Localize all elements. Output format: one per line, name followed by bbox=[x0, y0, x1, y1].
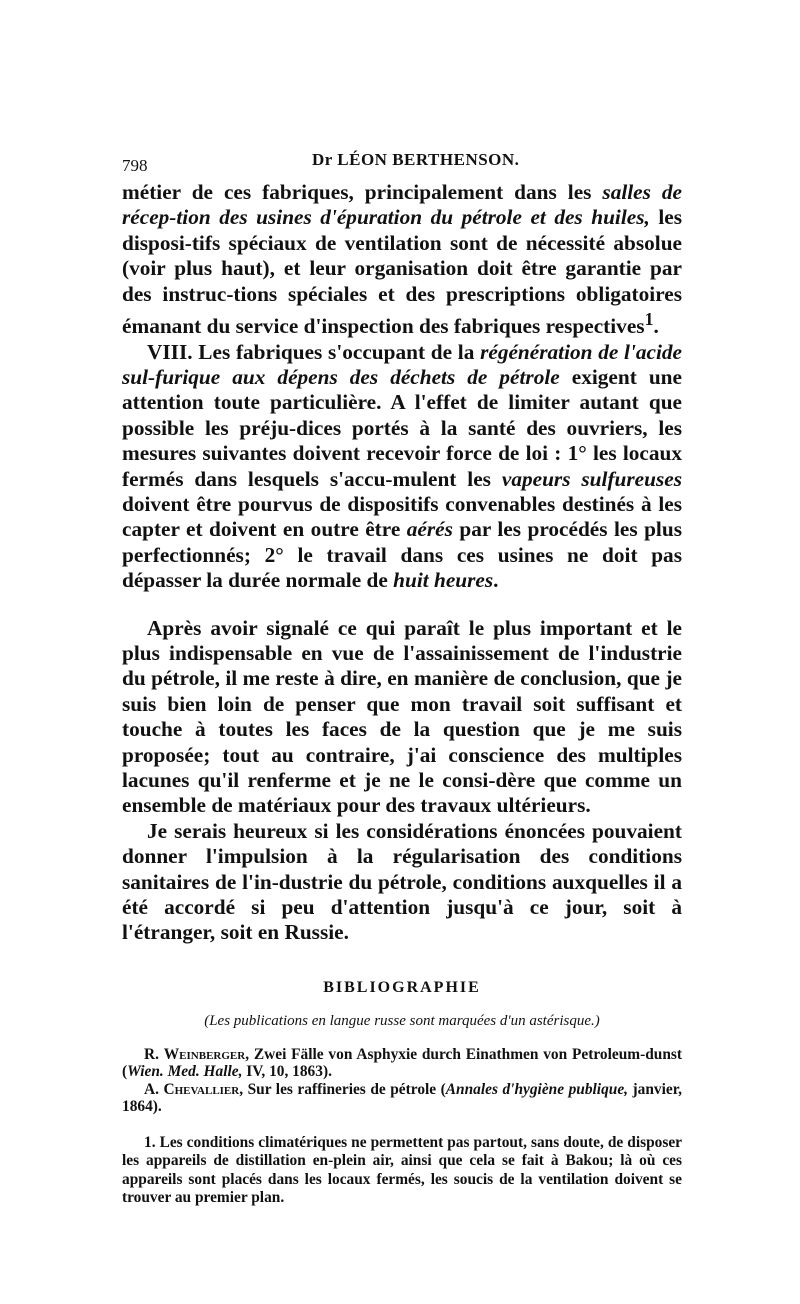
paragraph-1-emphasis: salles de récep-tion des usines d'épuration du pétrole et des huiles, bbox=[122, 180, 682, 230]
paragraph-2-emphasis-a: régénération de l'acide sul-furique aux dépens des déchets de pétrole bbox=[122, 339, 682, 389]
bib-entry-1-initial: R. bbox=[144, 1045, 164, 1063]
paragraph-2-emphasis-b: vapeurs sulfureuses bbox=[501, 466, 682, 491]
paragraph-1-text-b: les disposi-tifs spéciaux de ventilation sont de nécessité absolue (voir plus haut), et leur organisation doit être garantie par des instruc-tions spéciales et des prescriptions obligatoires émanant du service d'inspection des fabriques respectives bbox=[122, 205, 683, 339]
footnote bbox=[122, 1134, 682, 1208]
bibliography-entry-1 bbox=[122, 1046, 682, 1081]
running-head bbox=[122, 150, 682, 180]
bibliography-heading: BIBLIOGRAPHIE bbox=[323, 978, 481, 996]
paragraph-2-text-d: par les procédés les plus perfectionnés; 2° le travail dans ces usines ne doit pas dépasser la durée normale de bbox=[122, 517, 682, 593]
paragraph-2-emphasis-c: aérés bbox=[406, 517, 453, 542]
bibliography bbox=[122, 979, 682, 1116]
book-page bbox=[122, 150, 682, 1208]
bib-entry-2-initial: A. bbox=[144, 1080, 164, 1098]
bib-entry-2-author: Chevallier bbox=[163, 1080, 240, 1098]
bib-entry-2-text-a: , Sur les raffineries de pétrole ( bbox=[239, 1080, 446, 1098]
paragraph-1 bbox=[122, 180, 682, 340]
paragraph-4-text: Je serais heureux si les considérations énoncées pouvaient donner l'impulsion à la régularisation des conditions sanitaires de l'in-dustrie du pétrole, conditions auxquelles il a été accordé si peu d'attention jusqu'à ce jour, soit à l'étranger, soit en Russie. bbox=[122, 818, 682, 945]
paragraph-4 bbox=[122, 819, 682, 946]
bib-entry-2-text-b: janvier, 1864). bbox=[122, 1080, 682, 1116]
footnote-number: 1. bbox=[144, 1133, 156, 1151]
bib-entry-1-author: Weinberger bbox=[163, 1045, 246, 1063]
paragraph-2-text-e: . bbox=[493, 568, 499, 593]
bib-entry-1-text-b: IV, 10, 1863). bbox=[242, 1063, 332, 1081]
paragraph-2-text-c: doivent être pourvus de dispositifs convenables destinés à les capter et doivent en outre être bbox=[122, 491, 682, 542]
body-text bbox=[122, 180, 682, 946]
bib-entry-1-source: Wien. Med. Halle, bbox=[127, 1063, 243, 1081]
bibliography-note: (Les publications en langue russe sont marquées d'un astérisque.) bbox=[204, 1012, 600, 1029]
paragraph-1-text-a: métier de ces fabriques, principalement dans les bbox=[122, 180, 603, 204]
page-number: 798 bbox=[122, 156, 148, 175]
paragraph-2-text-b: exigent une attention toute particulière. A l'effet de limiter autant que possible les préju-dices portés à la santé des ouvriers, les mesures suivantes doivent recevoir force de loi : 1° les locaux fermés dans lesquels s'accu-mulent les bbox=[122, 364, 682, 491]
paragraph-1-text-c: . bbox=[653, 314, 659, 339]
footnote-marker: 1 bbox=[644, 309, 654, 330]
bibliography-entry-2 bbox=[122, 1081, 682, 1116]
bib-entry-2-source: Annales d'hygiène publique, bbox=[445, 1080, 629, 1098]
paragraph-2-emphasis-d: huit heures bbox=[393, 568, 494, 593]
bib-entry-1-text-a: , Zwei Fälle von Asphyxie durch Einathmen von Petroleum-dunst ( bbox=[122, 1045, 683, 1081]
footnote-text: Les conditions climatériques ne permettent pas partout, sans doute, de disposer les appareils de distillation en-plein air, ainsi que cela se fait à Bakou; là où ces appareils sont placés dans les locaux fermés, les soucis de la ventilation doivent se trouver au premier plan. bbox=[122, 1133, 682, 1206]
paragraph-2 bbox=[122, 340, 682, 594]
paragraph-2-text-a: VIII. Les fabriques s'occupant de la bbox=[147, 339, 481, 364]
running-title: Dr LÉON BERTHENSON. bbox=[312, 150, 520, 169]
paragraph-3-text: Après avoir signalé ce qui paraît le plus important et le plus indispensable en vue de l'assainissement de l'industrie du pétrole, il me reste à dire, en manière de conclusion, que je suis bien loin de penser que mon travail soit suffisant et touche à toutes les faces de la question que je me suis proposée; tout au contraire, j'ai conscience des multiples lacunes qu'il renferme et je ne le consi-dère que comme un ensemble de matériaux pour des travaux ultérieurs. bbox=[122, 615, 682, 818]
paragraph-3 bbox=[122, 616, 682, 819]
